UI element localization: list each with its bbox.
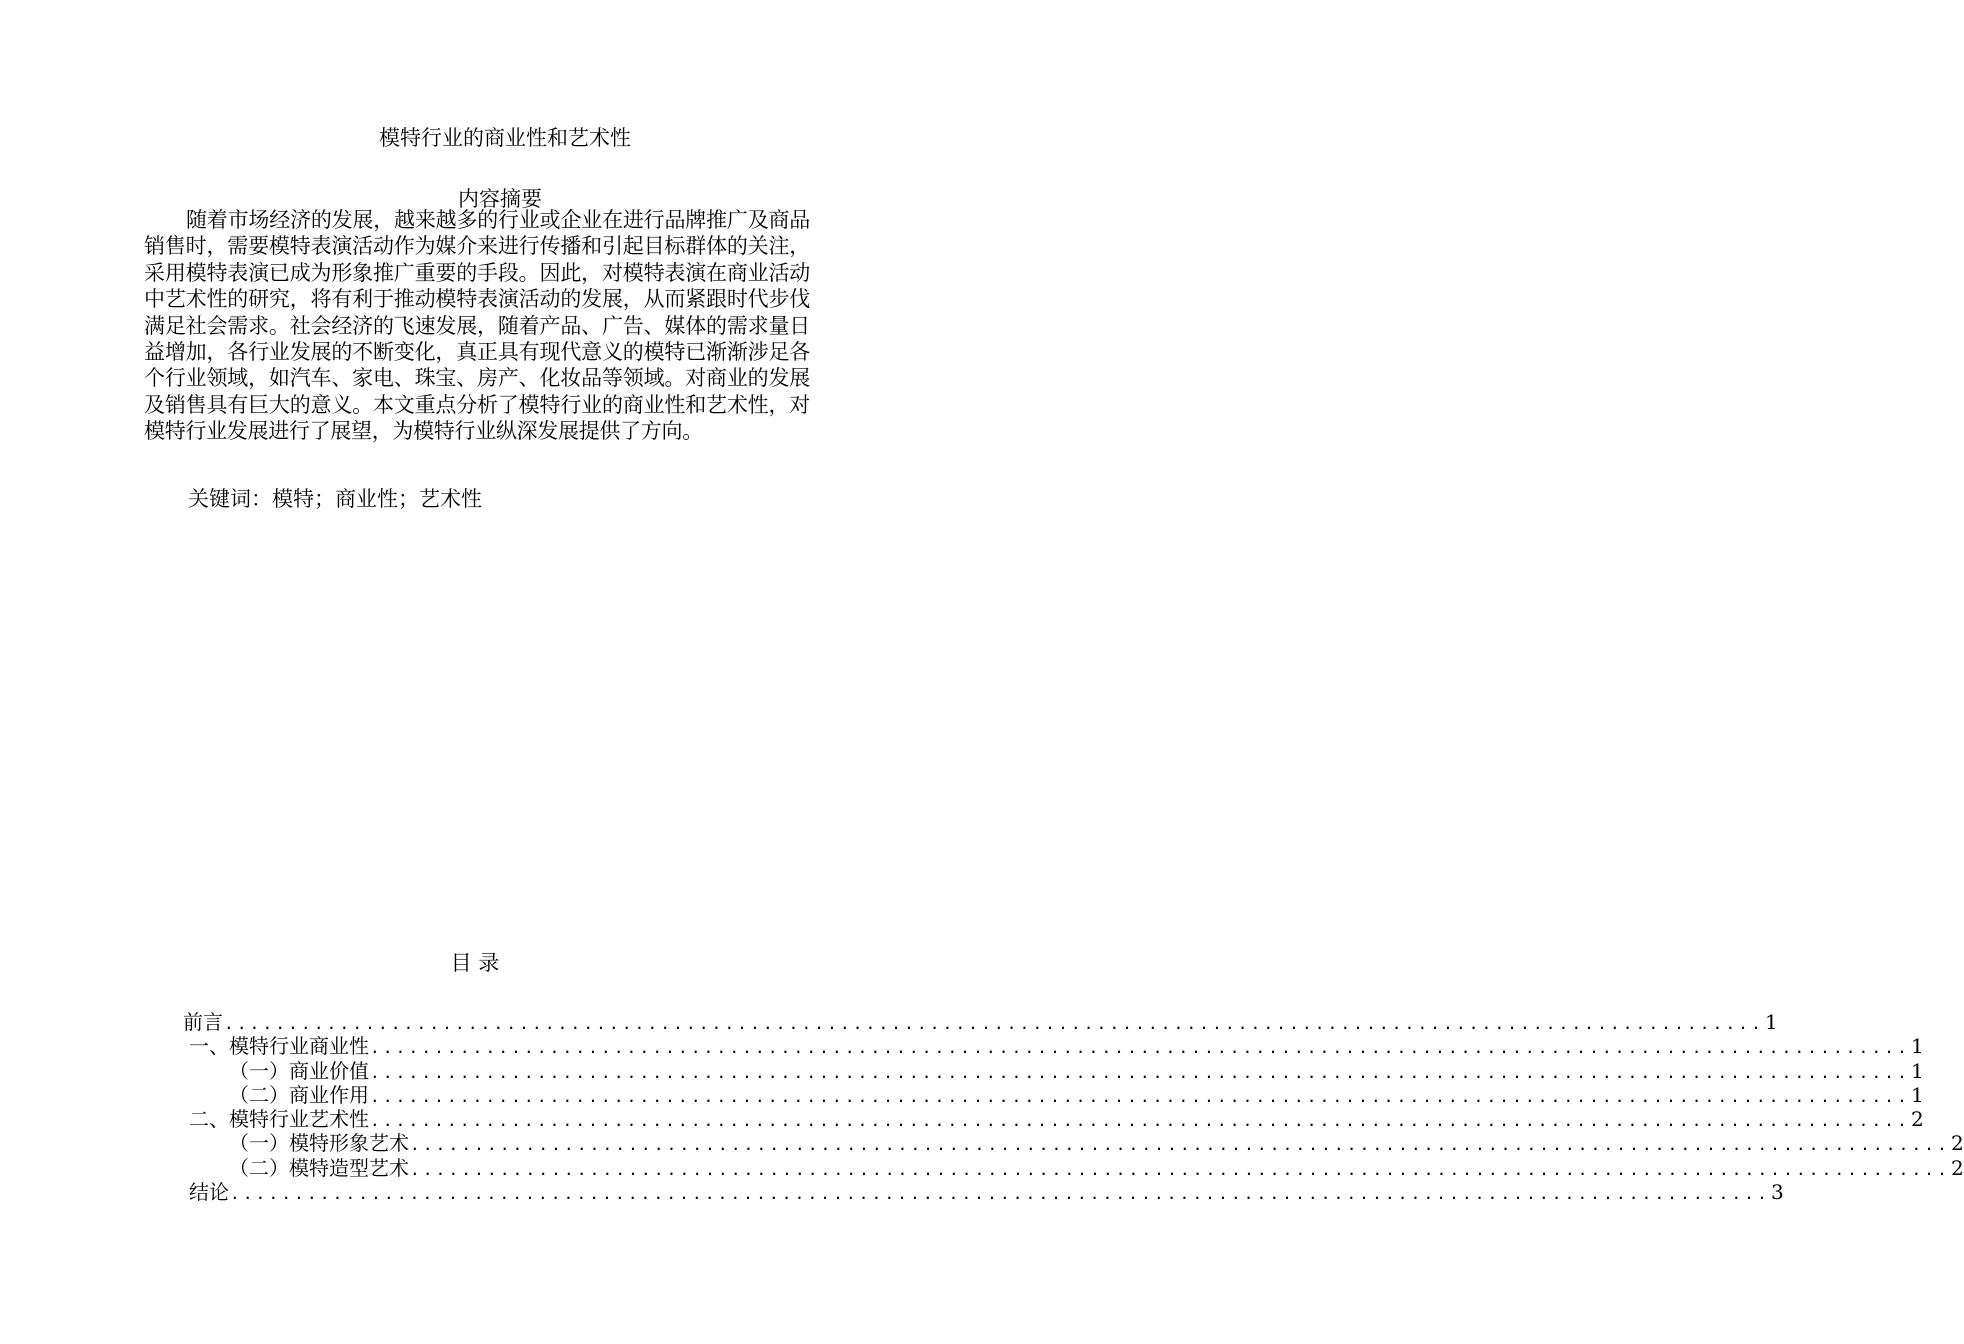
toc-entry-commercial[interactable] <box>183 1034 1924 1059</box>
abstract-body: 随着市场经济的发展，越来越多的行业或企业在进行品牌推广及商品销售时，需要模特表演活动作为媒介来进行传播和引起目标群体的关注，采用模特表演已成为形象推广重要的手段。因此，对模特表演在商业活动中艺术性的研究，将有利于推动模特表演活动的发展，从而紧跟时代步伐满足社会需求。社会经济的飞速发展，随着产品、广告、媒体的需求量日益增加，各行业发展的不断变化，真正具有现代意义的模特已渐渐涉足各个行业领域，如汽车、家电、珠宝、房产、化妆品等领域。对商业的发展及销售具有巨大的意义。本文重点分析了模特行业的商业性和艺术性，对模特行业发展进行了展望，为模特行业纵深发展提供了方向。 <box>144 208 810 444</box>
toc-entry-image-art[interactable] <box>183 1131 1964 1156</box>
toc-entry-page: 2 <box>1950 1155 1964 1180</box>
toc-dot-leader: ........................................................................................................................ <box>370 1111 1910 1131</box>
toc-entry-preface[interactable] <box>183 1010 1778 1034</box>
abstract-heading: 内容摘要 <box>458 187 542 211</box>
toc-entry-commercial-role[interactable] <box>183 1082 1924 1107</box>
toc-dot-leader: ........................................................................................................................ <box>370 1062 1910 1082</box>
toc-entry-conclusion[interactable] <box>183 1180 1784 1205</box>
toc-entry-label: （一）商业价值 <box>229 1058 369 1083</box>
toc-entry-page: 1 <box>1910 1058 1924 1083</box>
toc-entry-label: （一）模特形象艺术 <box>229 1131 409 1156</box>
toc-dot-leader: ........................................................................................................................ <box>230 1184 1770 1204</box>
toc-entry-page: 1 <box>1764 1010 1778 1034</box>
toc-entry-page: 1 <box>1910 1082 1924 1107</box>
toc-dot-leader: ........................................................................................................................ <box>370 1086 1910 1106</box>
toc-entry-page: 2 <box>1950 1131 1964 1156</box>
toc-entry-label: （二）商业作用 <box>229 1082 369 1107</box>
toc-entry-label: 结论 <box>189 1180 229 1205</box>
toc-entry-label: 一、模特行业商业性 <box>189 1034 369 1059</box>
toc-heading: 目 录 <box>450 951 500 975</box>
toc-dot-leader: ........................................................................................................................ <box>370 1038 1910 1058</box>
toc-entry-label: 前言 <box>183 1010 223 1034</box>
toc-entry-page: 1 <box>1910 1034 1924 1059</box>
toc-dot-leader: ........................................................................................................................ <box>224 1014 1764 1033</box>
document-title: 模特行业的商业性和艺术性 <box>379 126 631 150</box>
toc-entry-page: 2 <box>1910 1107 1924 1132</box>
toc-dot-leader: ........................................................................................................................ <box>410 1135 1950 1155</box>
toc-entry-styling-art[interactable] <box>183 1155 1964 1180</box>
table-of-contents <box>183 1010 1964 1205</box>
toc-entry-label: 二、模特行业艺术性 <box>189 1107 369 1132</box>
toc-entry-artistic[interactable] <box>183 1107 1924 1132</box>
toc-entry-commercial-value[interactable] <box>183 1058 1924 1083</box>
toc-entry-page: 3 <box>1770 1180 1784 1205</box>
keywords-line: 关键词：模特；商业性；艺术性 <box>188 487 482 511</box>
toc-dot-leader: ........................................................................................................................ <box>410 1159 1950 1179</box>
toc-entry-label: （二）模特造型艺术 <box>229 1155 409 1180</box>
